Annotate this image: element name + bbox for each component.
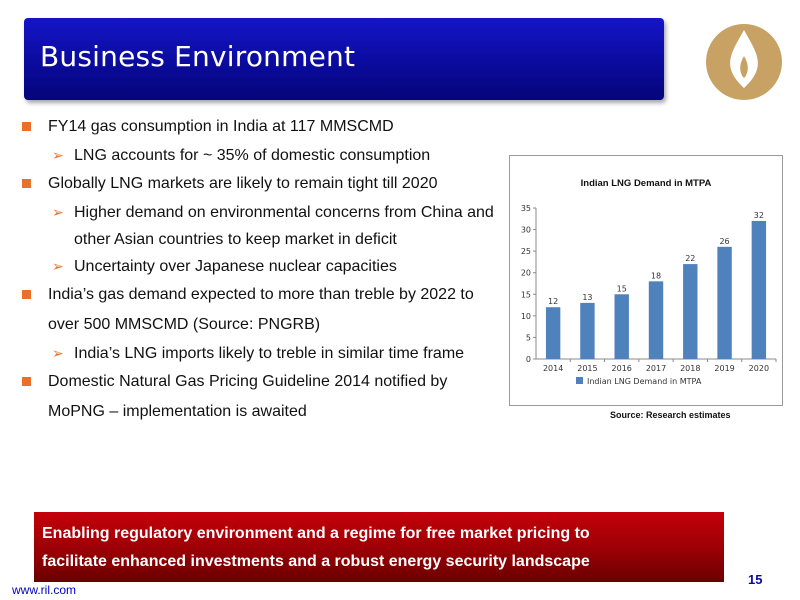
bar: [649, 281, 663, 359]
sub-bullet-item: [20, 142, 495, 169]
sub-bullet-item: [20, 340, 495, 367]
bullet-item: [20, 367, 495, 427]
bullet-item: [20, 280, 495, 340]
arrow-bullet-icon: ➢: [52, 204, 64, 220]
bar: [683, 264, 697, 359]
x-tick-label: 2014: [542, 364, 564, 373]
sub-bullet-text: Uncertainty over Japanese nuclear capacities: [74, 258, 397, 275]
x-tick-label: 2015: [577, 364, 598, 373]
banner-line-1: Enabling regulatory environment and a regime for free market pricing to: [42, 525, 590, 542]
data-label: 22: [685, 254, 696, 264]
bar: [717, 247, 731, 359]
x-tick-label: 2018: [680, 364, 701, 373]
legend-swatch: [576, 377, 583, 384]
bullet-list: [20, 112, 495, 427]
bullet-text: Globally LNG markets are likely to remain tight till 2020: [48, 175, 438, 192]
conclusion-banner: [34, 512, 724, 582]
bar: [580, 303, 594, 359]
chart-title: Indian LNG Demand in MTPA: [580, 178, 712, 189]
sub-bullet-item: [20, 199, 495, 253]
reliance-logo-icon: [704, 22, 784, 102]
bar: [615, 294, 629, 359]
x-tick-label: 2017: [645, 364, 667, 373]
data-label: 32: [753, 210, 764, 220]
bullet-item: [20, 112, 495, 142]
y-tick-label: 5: [525, 333, 531, 343]
bullet-text: India’s gas demand expected to more than treble by 2022 to over 500 MMSCMD (Source: PNGRB): [48, 286, 474, 333]
arrow-bullet-icon: ➢: [52, 147, 64, 163]
data-label: 12: [548, 297, 559, 307]
data-label: 15: [616, 284, 627, 294]
chart-svg: [510, 156, 782, 405]
chart-source-note: Source: Research estimates: [610, 410, 731, 420]
y-tick-label: 20: [520, 268, 531, 278]
sub-bullet-text: LNG accounts for ~ 35% of domestic consumption: [74, 147, 431, 164]
square-bullet-icon: [22, 179, 31, 188]
bullet-text: Domestic Natural Gas Pricing Guideline 2014 notified by MoPNG – implementation is awaited: [48, 373, 448, 420]
square-bullet-icon: [22, 122, 31, 131]
bar: [752, 221, 766, 359]
banner-text: [42, 520, 722, 576]
data-label: 26: [719, 236, 730, 246]
page-number: 15: [748, 572, 763, 587]
lng-demand-chart: [509, 155, 783, 406]
title-bar: [24, 18, 664, 100]
banner-line-2: facilitate enhanced investments and a robust energy security landscape: [42, 553, 590, 570]
x-tick-label: 2016: [611, 364, 632, 373]
y-tick-label: 15: [520, 290, 531, 300]
bullet-text: FY14 gas consumption in India at 117 MMSCMD: [48, 118, 394, 135]
y-tick-label: 10: [520, 311, 531, 321]
x-tick-label: 2019: [714, 364, 735, 373]
bar: [546, 307, 560, 359]
y-tick-label: 0: [525, 355, 531, 364]
x-tick-label: 2020: [748, 364, 770, 373]
arrow-bullet-icon: ➢: [52, 258, 64, 274]
bullet-item: [20, 169, 495, 199]
square-bullet-icon: [22, 377, 31, 386]
y-tick-label: 25: [520, 247, 531, 257]
sub-bullet-text: Higher demand on environmental concerns from China and other Asian countries to keep market in deficit: [74, 204, 494, 248]
y-tick-label: 30: [520, 225, 531, 235]
square-bullet-icon: [22, 290, 31, 299]
sub-bullet-text: India’s LNG imports likely to treble in similar time frame: [74, 345, 465, 362]
website-link[interactable]: www.ril.com: [12, 583, 77, 597]
y-tick-label: 35: [520, 204, 531, 213]
data-label: 18: [650, 271, 662, 281]
legend-label: Indian LNG Demand in MTPA: [587, 377, 702, 386]
sub-bullet-item: [20, 253, 495, 280]
data-label: 13: [582, 292, 593, 302]
slide-title: Business Environment: [40, 40, 356, 73]
arrow-bullet-icon: ➢: [52, 345, 64, 361]
